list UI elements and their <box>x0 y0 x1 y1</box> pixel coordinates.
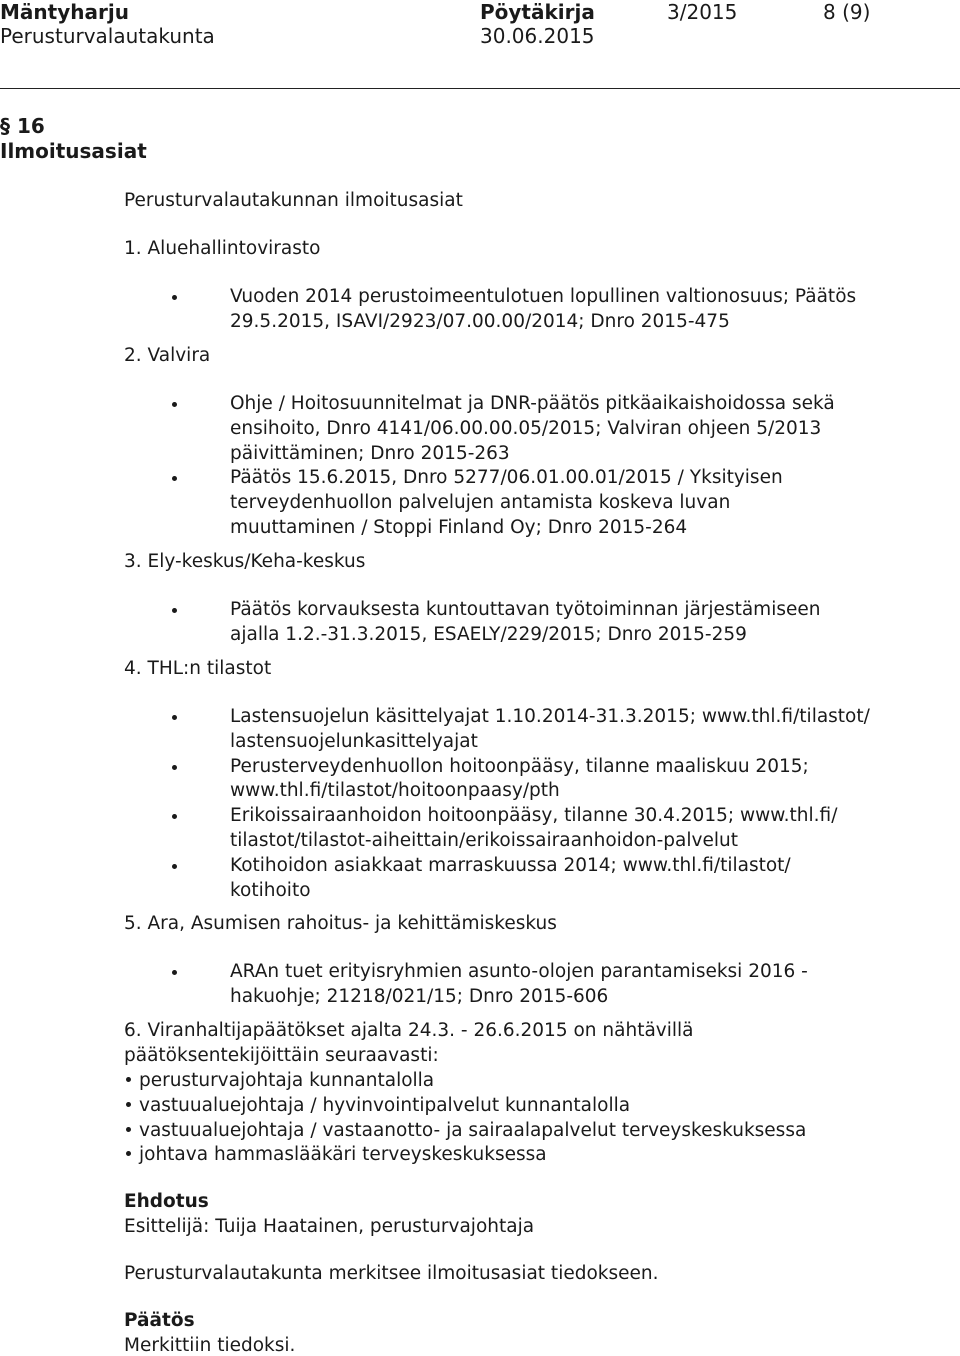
list-item-line: Erikoissairaanhoidon hoitoonpääsy, tilanne 30.4.2015; www.thl.fi/ <box>230 805 838 827</box>
decisions-list <box>124 1069 806 1168</box>
group-list-ely <box>170 598 820 648</box>
list-item-line: ARAn tuet erityisryhmien asunto-olojen parantamiseksi 2016 - <box>230 961 808 982</box>
list-item-text: vastuualuejohtaja / hyvinvointipalvelut kunnantalolla <box>139 1094 631 1116</box>
list-item <box>170 285 856 335</box>
header-doc-type: Pöytäkirja <box>480 0 595 24</box>
group-label-ara: 5. Ara, Asumisen rahoitus- ja kehittämiskeskus <box>124 913 557 934</box>
list-item-text: johtava hammaslääkäri terveyskeskuksessa <box>139 1144 547 1166</box>
group-label-avi: 1. Aluehallintovirasto <box>124 238 321 259</box>
bullet-icon <box>126 1102 131 1107</box>
header-page-number: 8 (9) <box>823 0 871 24</box>
list-item-line: Kotihoidon asiakkaat marraskuussa 2014; www.thl.fi/tilastot/ <box>230 854 791 876</box>
decisions-line-1: 6. Viranhaltijapäätökset ajalta 24.3. - 26.6.2015 on nähtävillä <box>124 1020 694 1041</box>
list-item-line: 29.5.2015, ISAVI/2923/07.00.00/2014; Dnro 2015-475 <box>230 310 730 332</box>
section-title: Ilmoitusasiat <box>0 139 147 163</box>
list-item-line: Vuoden 2014 perustoimeentulotuen lopullinen valtionosuus; Päätös <box>230 286 857 307</box>
decision-text: Merkittiin tiedoksi. <box>124 1335 296 1356</box>
list-item-line: Ohje / Hoitosuunnitelmat ja DNR-päätös pitkäaikaishoidossa sekä <box>230 393 835 414</box>
header-municipality: Mäntyharju <box>0 0 129 24</box>
header-board: Perusturvalautakunta <box>0 24 215 48</box>
list-item <box>170 598 820 648</box>
list-item-text: vastuualuejohtaja / vastaanotto- ja sairaalapalvelut terveyskeskuksessa <box>139 1119 807 1141</box>
list-item-line: Perusterveydenhuollon hoitoonpääsy, tilanne maaliskuu 2015; <box>230 755 809 777</box>
group-list-valvira <box>170 392 835 541</box>
list-item-line: kotihoito <box>230 879 311 901</box>
list-item <box>170 755 870 805</box>
list-item-line: hakuohje; 21218/021/15; Dnro 2015-606 <box>230 985 609 1007</box>
list-item <box>124 1143 806 1168</box>
group-list-ara <box>170 960 808 1010</box>
list-item-line: päivittäminen; Dnro 2015-263 <box>230 442 510 464</box>
list-item <box>124 1069 806 1094</box>
bullet-icon <box>126 1127 131 1132</box>
list-item <box>170 466 835 540</box>
list-item <box>124 1119 806 1144</box>
list-item-line: Lastensuojelun käsittelyajat 1.10.2014-31.3.2015; www.thl.fi/tilastot/ <box>230 706 870 727</box>
header-rule <box>0 88 960 89</box>
list-item-line: Päätös korvauksesta kuntouttavan työtoiminnan järjestämiseen <box>230 599 821 620</box>
decisions-line-2: päätöksentekijöittäin seuraavasti: <box>124 1044 439 1066</box>
list-item-line: ensihoito, Dnro 4141/06.00.00.05/2015; Valviran ohjeen 5/2013 <box>230 417 822 439</box>
proposal-presenter: Esittelijä: Tuija Haatainen, perusturvajohtaja <box>124 1216 535 1237</box>
list-item-line: muuttaminen / Stoppi Finland Oy; Dnro 2015-264 <box>230 516 688 538</box>
group-label-valvira: 2. Valvira <box>124 345 211 366</box>
group-list-thl <box>170 705 870 903</box>
group-label-thl: 4. THL:n tilastot <box>124 658 272 679</box>
intro-text: Perusturvalautakunnan ilmoitusasiat <box>124 190 463 211</box>
bullet-icon <box>126 1151 131 1156</box>
group-list-avi <box>170 285 856 335</box>
list-item-line: Päätös 15.6.2015, Dnro 5277/06.01.00.01/2015 / Yksityisen <box>230 467 783 489</box>
list-item-line: lastensuojelunkasittelyajat <box>230 730 478 752</box>
group-label-decisions <box>124 1019 694 1069</box>
list-item-line: ajalla 1.2.-31.3.2015, ESAELY/229/2015; Dnro 2015-259 <box>230 623 747 645</box>
proposal-text: Perusturvalautakunta merkitsee ilmoitusasiat tiedokseen. <box>124 1263 659 1284</box>
decision-heading: Päätös <box>124 1310 195 1331</box>
list-item <box>170 854 870 904</box>
list-item-line: www.thl.fi/tilastot/hoitoonpaasy/pth <box>230 780 560 802</box>
list-item <box>124 1094 806 1119</box>
list-item <box>170 392 835 466</box>
list-item <box>170 804 870 854</box>
list-item-text: perusturvajohtaja kunnantalolla <box>139 1070 435 1091</box>
list-item-line: tilastot/tilastot-aiheittain/erikoissairaanhoidon-palvelut <box>230 829 738 851</box>
proposal-heading: Ehdotus <box>124 1191 209 1212</box>
section-number: § 16 <box>0 114 45 138</box>
list-item <box>170 705 870 755</box>
header-doc-number: 3/2015 <box>667 0 738 24</box>
header-date: 30.06.2015 <box>480 24 595 48</box>
list-item-line: terveydenhuollon palvelujen antamista koskeva luvan <box>230 492 731 514</box>
bullet-icon <box>126 1077 131 1082</box>
group-label-ely: 3. Ely-keskus/Keha-keskus <box>124 551 366 572</box>
list-item <box>170 960 808 1010</box>
